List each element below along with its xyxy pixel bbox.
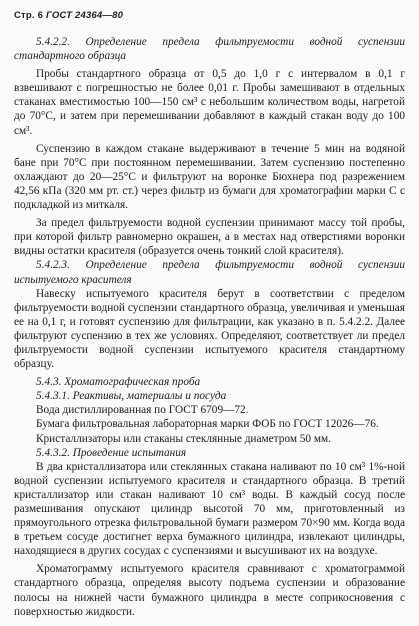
body-paragraph: Суспензию в каждом стакане выдерживают в течение 5 мин на водяной бане при 70°С при постоянном перемешивании. Затем суспензию постепенно охлаждают до 20—25°С и фильтруют на воронке Бюхнера под разрежением 42,56 кПа (320 мм рт. ст.) через фильтр из бумаги для хроматографии марки С с подкладкой из миткаля. <box>14 142 405 212</box>
page-header <box>14 10 405 21</box>
body-paragraph: Навеску испытуемого красителя берут в соответствии с пределом фильтруемости водной суспензии стандартного образца, увеличивая и уменьшая ее на 0,1 г, и готовят суспензию для фильтрации, как указано в п. 5.4.2.2. Далее фильтруют суспензию в тех же условиях. Определяют, соответствует ли предел фильтруемости водной суспензии испытуемого красителя стандартному образцу. <box>14 287 405 371</box>
section-heading: 5.4.3.2. Проведение испытания <box>36 446 187 459</box>
body-paragraph: Хроматограмму испытуемого красителя сравнивают с хроматограммой стандартного образца, определяя высоту подъема суспензии и образование полосы на нижней части бумажного цилиндра в месте соприкосновения с поверхностью жидкости. <box>14 563 405 618</box>
body-paragraph: Вода дистиллированная по ГОСТ 6709—72. <box>36 404 249 417</box>
standard-number: ГОСТ 24364—80 <box>45 10 124 21</box>
section-heading: 5.4.2.2. Определение предела фильтруемости водной суспензии стандартного образца <box>14 36 405 63</box>
page-number: Стр. 6 <box>14 10 44 21</box>
body-paragraph: Кристаллизаторы или стаканы стеклянные диаметром 50 мм. <box>36 432 332 445</box>
section-heading: 5.4.2.3. Определение предела фильтруемости водной суспензии испытуемого красителя <box>14 259 405 286</box>
body-paragraph: За предел фильтруемости водной суспензии принимают массу той пробы, при которой фильтр равномерно окрашен, а в местах над отверстиями воронки видны остатки красителя (образуется очень тонкий слой красителя). <box>14 217 405 258</box>
body-paragraph: Пробы стандартного образца от 0,5 до 1,0 г с интервалом в 0,1 г взвешивают с погрешностью не более 0,01 г. Пробы замешивают в отдельных стаканах вместимостью 100—150 см³ с небольшим количеством воды, нагретой до 70°С, и затем при перемешивании добавляют в каждый стакан воду до 100 см³. <box>14 68 405 137</box>
body-paragraph: В два кристаллизатора или стеклянных стакана наливают по 10 см³ 1%-ной водной суспензии испытуемого красителя и стандартного образца. В третий кристаллизатор или стакан наливают 10 см³ воды. В каждый сосуд после размешивания опускают цилиндр высотой 70 мм, приготовленный из прямоугольного отрезка фильтровальной бумаги размером 70×90 мм. Когда вода в третьем сосуде достигнет верха бумажного цилиндра, извлекают цилиндры, находящиеся в других сосудах с суспензиями и высушивают их на воздухе. <box>14 460 405 558</box>
section-heading: 5.4.3.1. Реактивы, материалы и посуда <box>36 390 227 403</box>
section-heading: 5.4.3. Хроматографическая проба <box>36 376 201 389</box>
body-paragraph: Бумага фильтровальная лабораторная марки ФОБ по ГОСТ 12026—76. <box>36 418 379 431</box>
